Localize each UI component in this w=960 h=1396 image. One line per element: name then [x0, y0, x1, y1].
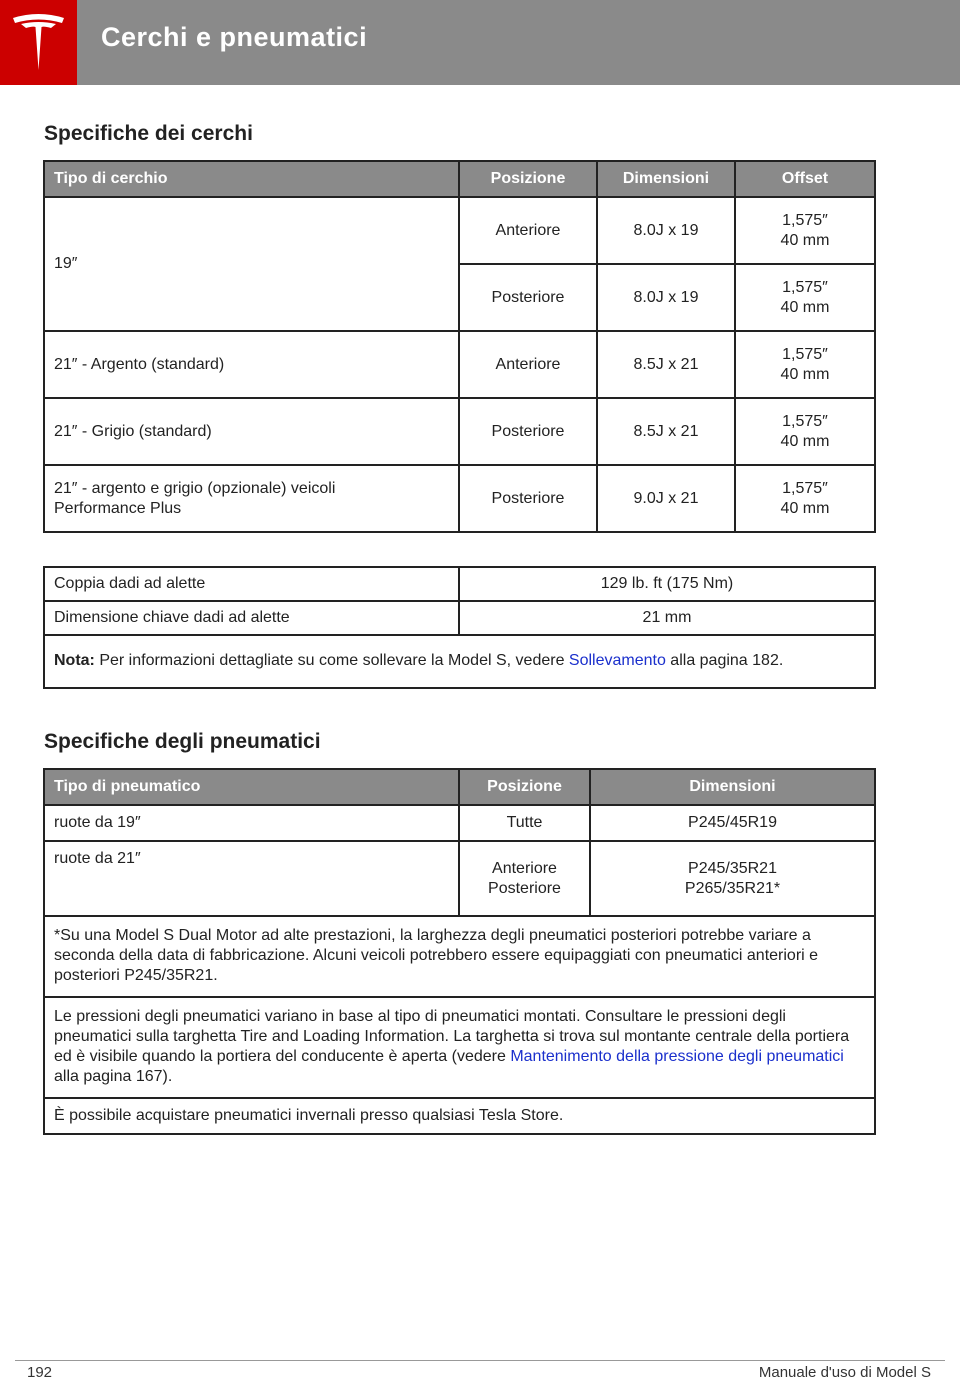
footnote-cell: *Su una Model S Dual Motor ad alte prestazioni, la larghezza degli pneumatici posteriori potrebbe variare a seconda della data di fabbricazione. Alcuni veicoli potrebbero essere equipaggiati con pneumatici anteriori e posteriori P245/35R21. — [44, 916, 875, 997]
size-cell: 9.0J x 21 — [597, 465, 735, 532]
table-row — [44, 197, 875, 264]
page-title: Cerchi e pneumatici — [101, 22, 368, 52]
wheel-type-cell — [44, 465, 459, 532]
position-cell: Anteriore — [459, 331, 597, 398]
size-cell: 8.5J x 21 — [597, 331, 735, 398]
wheel-type-line: 21″ - argento e grigio (opzionale) veicoli — [54, 479, 336, 497]
winter-row — [44, 1098, 875, 1134]
torque-value: 129 lb. ft (175 Nm) — [459, 567, 875, 601]
size-cell: 8.0J x 19 — [597, 264, 735, 331]
table-header-row — [44, 161, 875, 197]
manual-title: Manuale d'uso di Model S — [758, 1364, 931, 1381]
size-cell: 8.5J x 21 — [597, 398, 735, 465]
table-row — [44, 331, 875, 398]
wheel-specs-table — [43, 160, 876, 533]
wheel-specs-title: Specifiche dei cerchi — [44, 122, 253, 145]
tire-pressure-link[interactable]: Mantenimento della pressione degli pneumatici — [510, 1048, 844, 1065]
position-cell: Posteriore — [459, 264, 597, 331]
offset-cell — [735, 331, 875, 398]
tire-type-cell: ruote da 19″ — [44, 805, 459, 841]
offset-cell — [735, 197, 875, 264]
offset-mm: 40 mm — [780, 499, 830, 517]
table-row — [44, 805, 875, 841]
offset-cell — [735, 465, 875, 532]
lifting-link[interactable]: Sollevamento — [568, 652, 666, 669]
offset-inches: 1,575″ — [782, 211, 828, 229]
table-row — [44, 841, 875, 916]
note-label: Nota: — [54, 652, 95, 669]
footnote-row — [44, 916, 875, 997]
position-line: Posteriore — [488, 879, 561, 897]
torque-label: Coppia dadi ad alette — [44, 567, 459, 601]
table-row — [44, 398, 875, 465]
table-header-row — [44, 769, 875, 805]
column-header: Posizione — [459, 161, 597, 197]
offset-mm: 40 mm — [780, 298, 830, 316]
offset-inches: 1,575″ — [782, 345, 828, 363]
column-header: Posizione — [459, 769, 590, 805]
size-cell — [590, 841, 875, 916]
size-line: P245/35R21 — [688, 859, 777, 877]
column-header: Dimensioni — [597, 161, 735, 197]
table-row — [44, 465, 875, 532]
position-line: Anteriore — [492, 859, 557, 877]
offset-mm: 40 mm — [780, 231, 830, 249]
winter-tires-cell: È possibile acquistare pneumatici invernali presso qualsiasi Tesla Store. — [44, 1098, 875, 1134]
offset-inches: 1,575″ — [782, 479, 828, 497]
note-text: Per informazioni dettagliate su come sollevare la Model S, vedere — [94, 652, 569, 669]
note-cell — [44, 635, 875, 688]
offset-cell — [735, 398, 875, 465]
position-cell — [459, 841, 590, 916]
tire-specs-title: Specifiche degli pneumatici — [44, 730, 321, 753]
offset-inches: 1,575″ — [782, 412, 828, 430]
size-line: P265/35R21* — [684, 879, 781, 897]
position-cell: Posteriore — [459, 465, 597, 532]
tesla-logo — [0, 0, 77, 85]
footer-divider — [15, 1360, 945, 1361]
offset-mm: 40 mm — [780, 432, 830, 450]
lug-nut-table — [43, 566, 876, 689]
pressure-text: Le pressioni degli pneumatici variano in base al tipo di pneumatici montati. Consultare le pressioni degli pneumatici sulla targhetta Tire and Loading Information. La targhetta si trova sul montante centrale della portiera ed è visibile quando la portiera del conducente è aperta (vedere — [54, 1008, 850, 1065]
pressure-cell — [44, 997, 875, 1098]
position-cell: Anteriore — [459, 197, 597, 264]
wheel-type-cell: 21″ - Grigio (standard) — [44, 398, 459, 465]
tire-specs-table — [43, 768, 876, 1135]
wheel-type-cell: 19″ — [44, 197, 459, 331]
wheel-type-cell: 21″ - Argento (standard) — [44, 331, 459, 398]
wheel-type-line: Performance Plus — [54, 499, 182, 517]
tire-type-cell: ruote da 21″ — [44, 841, 459, 916]
table-row — [44, 567, 875, 601]
size-cell: 8.0J x 19 — [597, 197, 735, 264]
tesla-logo-icon — [11, 12, 66, 72]
position-cell: Posteriore — [459, 398, 597, 465]
offset-mm: 40 mm — [780, 365, 830, 383]
pressure-text: alla pagina 167). — [54, 1068, 173, 1085]
table-row — [44, 601, 875, 635]
wrench-label: Dimensione chiave dadi ad alette — [44, 601, 459, 635]
column-header: Tipo di cerchio — [44, 161, 459, 197]
size-cell: P245/45R19 — [590, 805, 875, 841]
offset-cell — [735, 264, 875, 331]
page-number: 192 — [27, 1364, 53, 1381]
column-header: Dimensioni — [590, 769, 875, 805]
pressure-row — [44, 997, 875, 1098]
position-cell: Tutte — [459, 805, 590, 841]
page-header — [0, 0, 960, 85]
note-row — [44, 635, 875, 688]
wrench-value: 21 mm — [459, 601, 875, 635]
note-text: alla pagina 182. — [665, 652, 784, 669]
column-header: Tipo di pneumatico — [44, 769, 459, 805]
column-header: Offset — [735, 161, 875, 197]
offset-inches: 1,575″ — [782, 278, 828, 296]
